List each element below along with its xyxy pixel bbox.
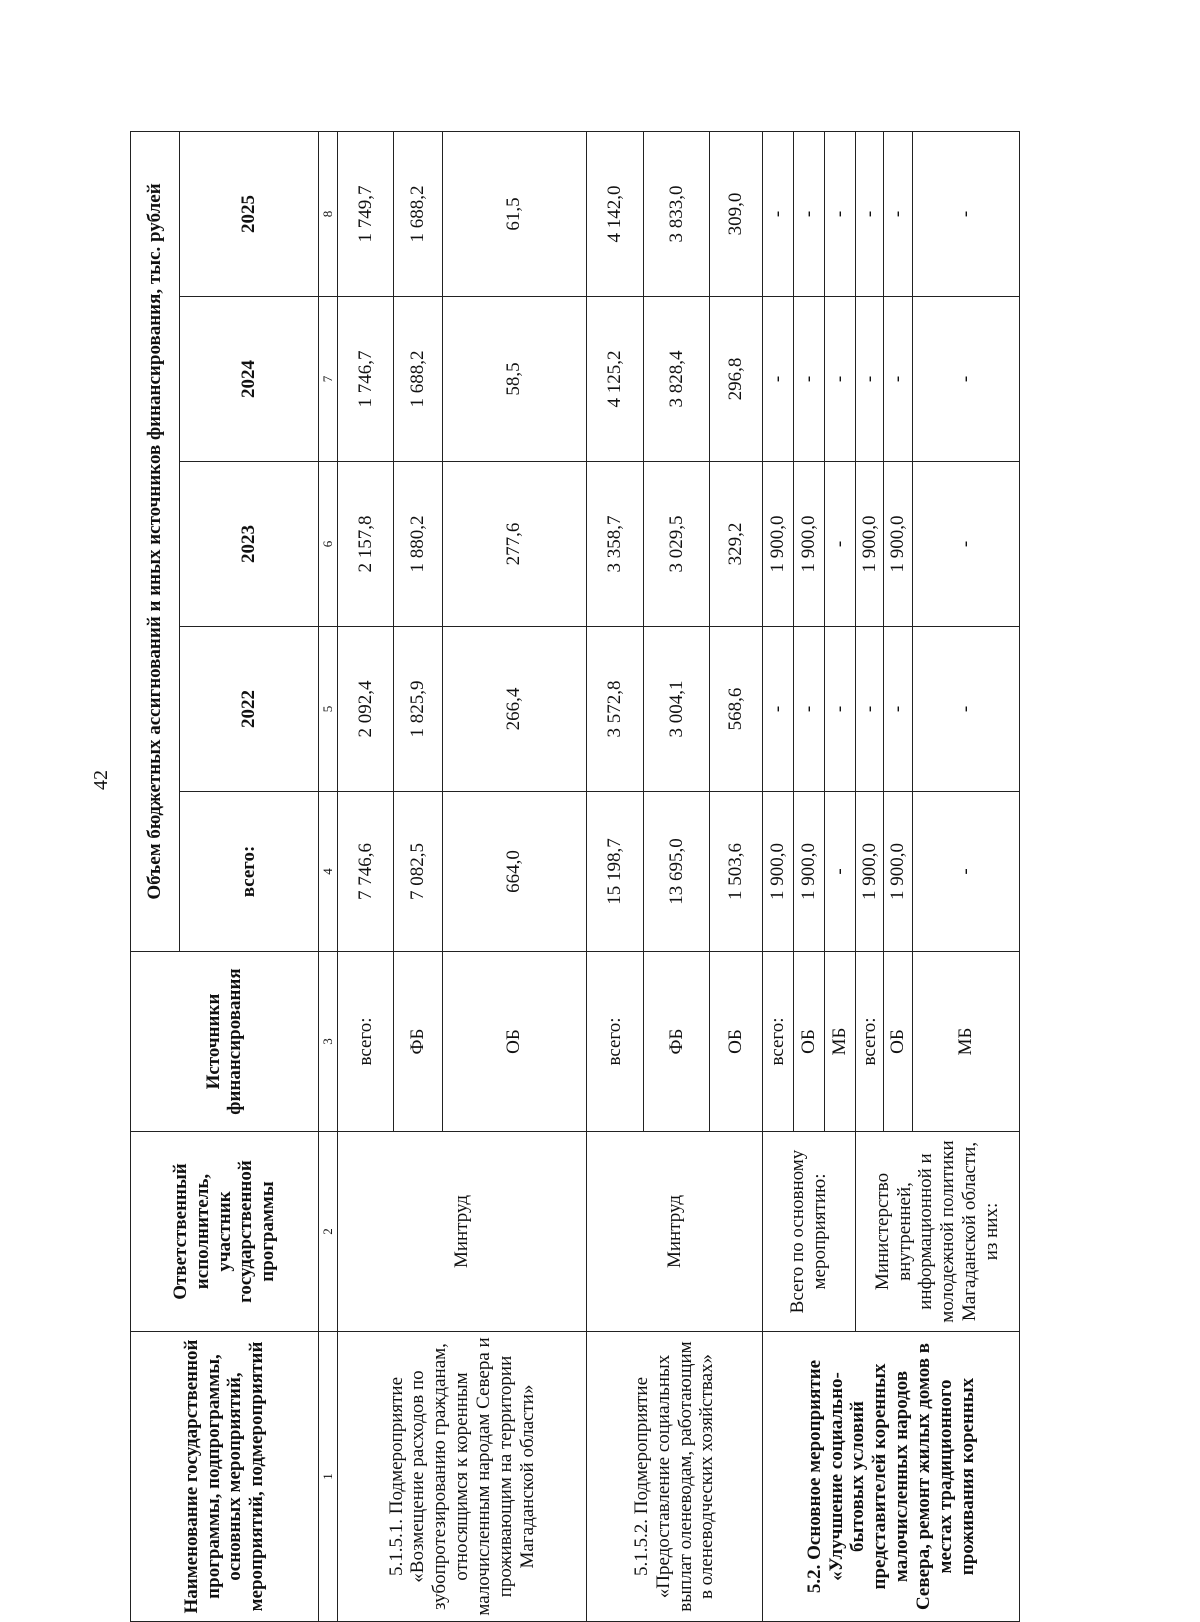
header-year-2025: 2025	[180, 131, 319, 296]
source-cell: всего:	[338, 952, 393, 1132]
value-cell: 3 004,1	[644, 627, 710, 792]
header-year-2024: 2024	[180, 297, 319, 462]
value-cell: 3 828,4	[644, 297, 710, 462]
value-cell: 3 833,0	[644, 131, 710, 296]
value-cell: -	[913, 792, 1020, 952]
value-cell: -	[884, 131, 913, 296]
value-cell: -	[855, 627, 884, 792]
value-cell: -	[913, 462, 1020, 627]
value-cell: -	[824, 792, 855, 952]
value-cell: 329,2	[709, 462, 762, 627]
source-cell: ОБ	[884, 952, 913, 1132]
block1-name: 5.1.5.1. Подмероприятие «Возмещение расходов по зубопротезированию гражданам, относящимся к коренным малочисленным народам Севера и проживающим на территории Магаданской области»	[338, 1332, 586, 1622]
value-cell: -	[763, 297, 794, 462]
value-cell: 13 695,0	[644, 792, 710, 952]
source-cell: ОБ	[709, 952, 762, 1132]
block1-executor: Минтруд	[338, 1132, 586, 1332]
block2-executor: Минтруд	[586, 1132, 763, 1332]
value-cell: 1 900,0	[794, 462, 825, 627]
header-executor: Ответственный исполнитель, участник государственной программы	[131, 1132, 319, 1332]
value-cell: -	[884, 297, 913, 462]
value-cell: 1 900,0	[884, 462, 913, 627]
value-cell: 664,0	[443, 792, 587, 952]
value-cell: 1 688,2	[393, 297, 442, 462]
header-name: Наименование государственной программы, подпрограммы, основных мероприятий, мероприятий, подмероприятий	[131, 1332, 319, 1622]
value-cell: -	[824, 297, 855, 462]
col-number: 1	[318, 1332, 338, 1622]
source-cell: ФБ	[393, 952, 442, 1132]
value-cell: -	[763, 627, 794, 792]
header-year-2022: 2022	[180, 627, 319, 792]
value-cell: 309,0	[709, 131, 762, 296]
value-cell: 4 125,2	[586, 297, 643, 462]
block3-executor-total: Всего по основному мероприятию:	[763, 1132, 855, 1332]
block3-name: 5.2. Основное мероприятие «Улучшение социально-бытовых условий представителей коренных малочисленных народов Севера, ремонт жилых домов в местах традиционного проживания коренных	[763, 1332, 1020, 1622]
value-cell: 1 900,0	[884, 792, 913, 952]
header-total: всего:	[180, 792, 319, 952]
source-cell: ФБ	[644, 952, 710, 1132]
value-cell: -	[824, 131, 855, 296]
col-number: 3	[318, 952, 338, 1132]
header-year-2023: 2023	[180, 462, 319, 627]
value-cell: 1 503,6	[709, 792, 762, 952]
block3-executor-ministry: Министерство внутренней, информационной и молодежной политики Магаданской области, из них:	[855, 1132, 1019, 1332]
value-cell: 1 900,0	[855, 462, 884, 627]
col-number: 5	[318, 627, 338, 792]
value-cell: 2 157,8	[338, 462, 393, 627]
value-cell: -	[794, 627, 825, 792]
value-cell: -	[884, 627, 913, 792]
value-cell: 1 880,2	[393, 462, 442, 627]
source-cell: МБ	[913, 952, 1020, 1132]
col-number: 4	[318, 792, 338, 952]
value-cell: 3 358,7	[586, 462, 643, 627]
value-cell: 4 142,0	[586, 131, 643, 296]
value-cell: -	[913, 297, 1020, 462]
source-cell: всего:	[763, 952, 794, 1132]
value-cell: 266,4	[443, 627, 587, 792]
source-cell: ОБ	[443, 952, 587, 1132]
value-cell: 568,6	[709, 627, 762, 792]
value-cell: 3 029,5	[644, 462, 710, 627]
value-cell: -	[794, 297, 825, 462]
value-cell: 1 900,0	[855, 792, 884, 952]
source-cell: МБ	[824, 952, 855, 1132]
value-cell: 7 082,5	[393, 792, 442, 952]
source-cell: всего:	[855, 952, 884, 1132]
header-volume: Объем бюджетных ассигнований и иных источников финансирования, тыс. рублей	[131, 131, 180, 951]
value-cell: 1 900,0	[794, 792, 825, 952]
value-cell: 15 198,7	[586, 792, 643, 952]
page-number: 42	[90, 770, 112, 790]
value-cell: 2 092,4	[338, 627, 393, 792]
value-cell: 61,5	[443, 131, 587, 296]
value-cell: 277,6	[443, 462, 587, 627]
block2-name: 5.1.5.2. Подмероприятие «Предоставление социальных выплат оленеводам, работающим в оленеводческих хозяйствах»	[586, 1332, 763, 1622]
value-cell: -	[913, 131, 1020, 296]
value-cell: 1 688,2	[393, 131, 442, 296]
value-cell: -	[824, 627, 855, 792]
col-number: 2	[318, 1132, 338, 1332]
col-number: 8	[318, 131, 338, 296]
source-cell: всего:	[586, 952, 643, 1132]
value-cell: 3 572,8	[586, 627, 643, 792]
budget-table-container	[130, 132, 1020, 1622]
value-cell: 1 900,0	[763, 462, 794, 627]
header-source: Источники финансирования	[131, 952, 319, 1132]
value-cell: -	[763, 131, 794, 296]
value-cell: 7 746,6	[338, 792, 393, 952]
value-cell: -	[855, 297, 884, 462]
value-cell: 1 900,0	[763, 792, 794, 952]
value-cell: -	[913, 627, 1020, 792]
value-cell: 58,5	[443, 297, 587, 462]
value-cell: 1 746,7	[338, 297, 393, 462]
value-cell: 1 825,9	[393, 627, 442, 792]
budget-table	[130, 131, 1020, 1622]
source-cell: ОБ	[794, 952, 825, 1132]
value-cell: -	[824, 462, 855, 627]
col-number: 6	[318, 462, 338, 627]
value-cell: 1 749,7	[338, 131, 393, 296]
value-cell: 296,8	[709, 297, 762, 462]
col-number: 7	[318, 297, 338, 462]
value-cell: -	[855, 131, 884, 296]
value-cell: -	[794, 131, 825, 296]
